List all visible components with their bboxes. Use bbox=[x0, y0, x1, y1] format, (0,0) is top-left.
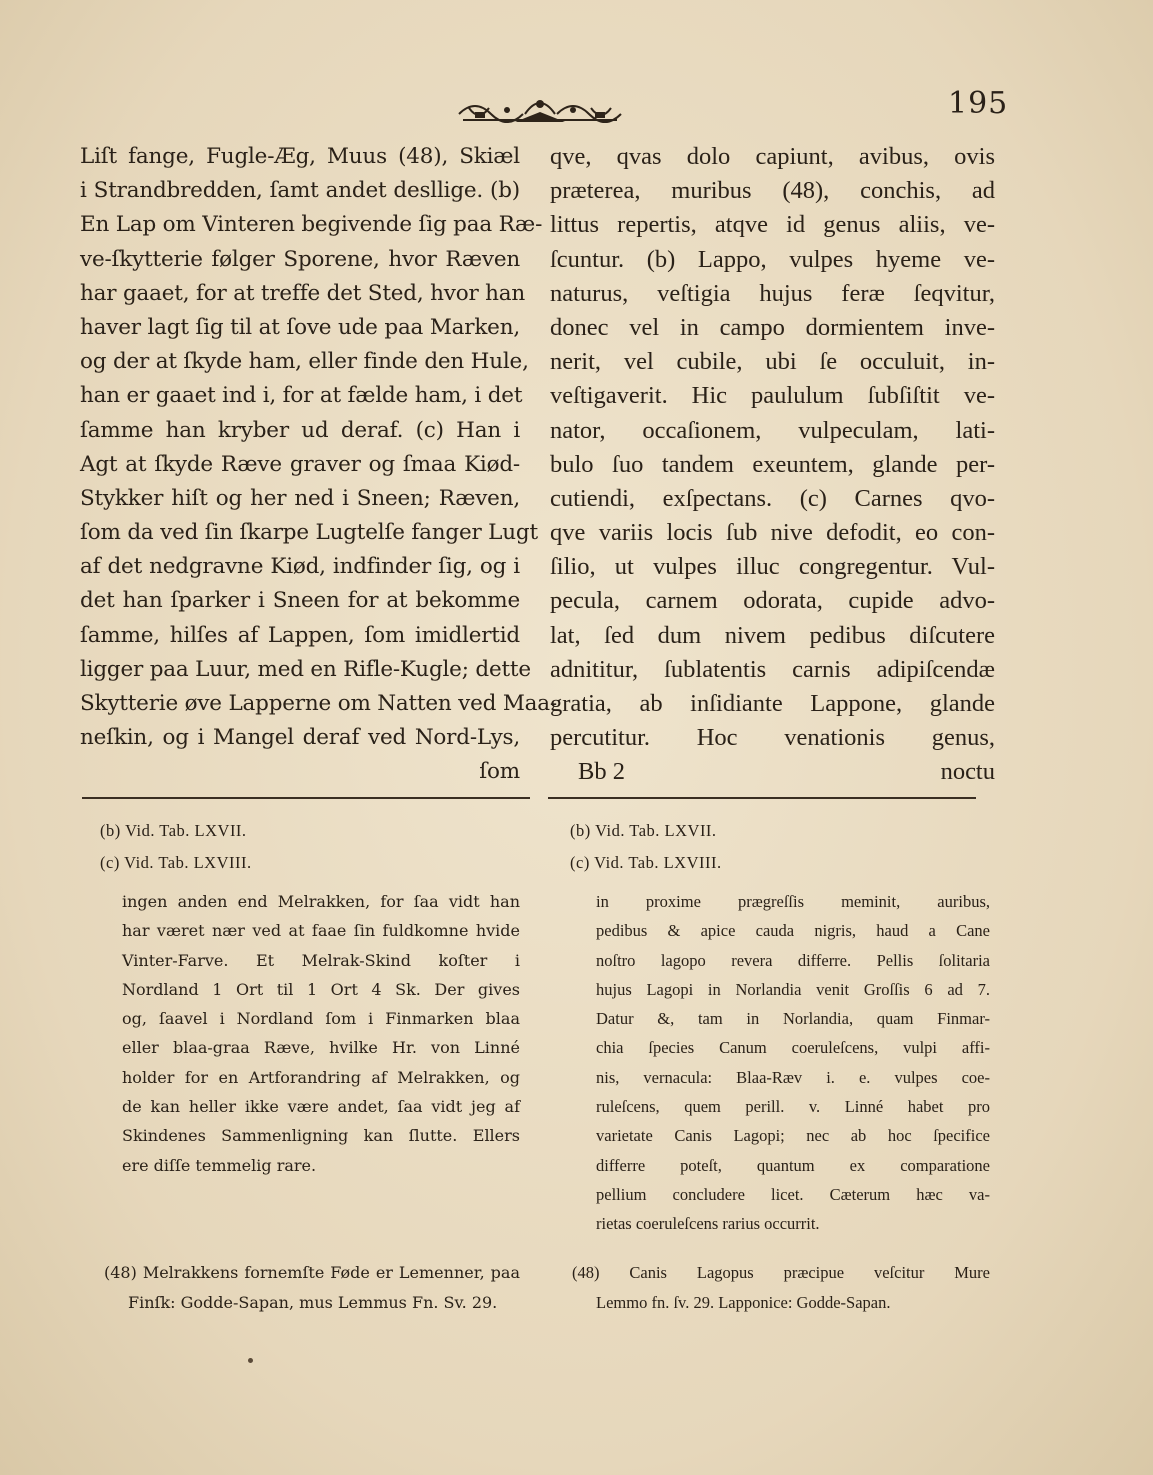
text-line: Agt at ſkyde Ræve graver og ſmaa Kiød- bbox=[80, 451, 520, 477]
footnote-line: pellium concludere licet. Cæterum hæc va- bbox=[596, 1184, 990, 1204]
main-text-danish bbox=[80, 140, 557, 790]
text-line: gratia, ab inſidiante Lappone, glande bbox=[550, 690, 995, 717]
main-text-latin bbox=[550, 140, 995, 790]
text-line: lat, ſed dum nivem pedibus diſcutere bbox=[550, 621, 995, 649]
footnote-line: noſtro lagopo revera differre. Pellis ſolitaria bbox=[596, 950, 990, 970]
text-line: han er gaaet ind i, for at fælde ham, i det bbox=[80, 383, 523, 409]
text-line: littus repertis, atqve id genus aliis, ve- bbox=[550, 211, 995, 239]
text-line: nator, occaſionem, vulpeculam, lati- bbox=[550, 416, 995, 444]
text-line: ſom da ved ſin ſkarpe Lugtelſe fanger Lugt bbox=[80, 520, 538, 546]
footnote-line: varietate Canis Lagopi; nec ab hoc ſpecifice bbox=[596, 1126, 990, 1146]
footnote-line: (48) Canis Lagopus præcipue veſcitur Mure bbox=[572, 1263, 990, 1282]
text-line: ſilio, ut vulpes illuc congregentur. Vul- bbox=[550, 553, 995, 581]
text-line: veſtigaverit. Hic paululum ſubſiſtit ve- bbox=[550, 382, 995, 410]
footnotes-danish bbox=[100, 815, 520, 1180]
text-line: nerit, vel cubile, ubi ſe occuluit, in- bbox=[550, 348, 995, 376]
text-line: præterea, muribus (48), conchis, ad bbox=[550, 177, 995, 205]
text-line: det han ſparker i Sneen for at bekomme bbox=[80, 588, 520, 614]
footnote-ref-c: (c) Vid. Tab. LXVIII. bbox=[570, 853, 722, 872]
text-line: cutiendi, exſpectans. (c) Carnes qvo- bbox=[550, 484, 995, 512]
catchword: ſom bbox=[479, 759, 520, 785]
page-number: 195 bbox=[948, 86, 1009, 121]
text-line: naturus, veſtigia hujus feræ ſeqvitur, bbox=[550, 279, 995, 307]
text-line: haver lagt ſig til at ſove ude paa Marken, bbox=[80, 314, 520, 340]
text-line: qve variis locis ſub nive defodit, eo con- bbox=[550, 519, 995, 547]
footnote-body bbox=[570, 887, 990, 1239]
text-line: Liſt fange, Fugle-Æg, Muus (48), Skiæl bbox=[80, 144, 520, 169]
text-line: og der at ſkyde ham, eller finde den Hule, bbox=[80, 349, 529, 375]
footnote-line: Lemmo fn. ſv. 29. Lapponice: Godde-Sapan. bbox=[596, 1293, 891, 1312]
footnote-ref-c: (c) Vid. Tab. LXVIII. bbox=[100, 853, 252, 872]
footnote-48-latin bbox=[572, 1258, 990, 1318]
text-line: En Lap om Vinteren begivende ſig paa Ræ- bbox=[80, 212, 543, 238]
footnotes-latin bbox=[570, 815, 990, 1239]
footnote-line: in proxime prægreſſis meminit, auribus, bbox=[596, 892, 990, 911]
text-line: af det nedgravne Kiød, indfinder ſig, og i bbox=[80, 554, 520, 580]
footnote-line: ingen anden end Melrakken, for ſaa vidt han bbox=[122, 892, 520, 911]
footnote-body bbox=[100, 887, 520, 1180]
signature-line bbox=[550, 755, 995, 789]
footnote-line: de kan heller ikke være andet, ſaa vidt jeg af bbox=[122, 1097, 520, 1117]
text-line: ligger paa Luur, med en Rifle-Kugle; dette bbox=[80, 656, 531, 682]
footnote-line: Nordland 1 Ort til 1 Ort 4 Sk. Der gives bbox=[122, 979, 520, 999]
footnote-ref-b: (b) Vid. Tab. LXVII. bbox=[570, 821, 717, 840]
text-line: neſkin, og i Mangel deraf ved Nord-Lys, bbox=[80, 725, 520, 751]
text-line: pecula, carnem odorata, cupide advo- bbox=[550, 587, 995, 615]
footnote-line: ruleſcens, quem perill. v. Linné habet pro bbox=[596, 1097, 990, 1117]
text-line: ſcuntur. (b) Lappo, vulpes hyeme ve- bbox=[550, 245, 995, 273]
text-line: i Strandbredden, ſamt andet desllige. (b) bbox=[80, 178, 520, 204]
text-line: ve-ſkytterie følger Sporene, hvor Ræven bbox=[80, 246, 520, 272]
footnote-line: pedibus & apice cauda nigris, haud a Cane bbox=[596, 921, 990, 941]
footnote-ref-b: (b) Vid. Tab. LXVII. bbox=[100, 821, 247, 840]
text-line: donec vel in campo dormientem inve- bbox=[550, 313, 995, 341]
text-line: har gaaet, for at treffe det Sted, hvor han bbox=[80, 280, 526, 306]
footnote-line: chia ſpecies Canum coeruleſcens, vulpi affi- bbox=[596, 1038, 990, 1058]
footnote-divider bbox=[548, 797, 976, 799]
ink-speck bbox=[248, 1358, 253, 1363]
footnote-line: ere diſſe temmelig rare. bbox=[122, 1155, 317, 1175]
text-line: adnititur, ſublatentis carnis adipiſcendæ bbox=[550, 655, 995, 683]
text-line: ſamme, hilſes af Lappen, ſom imidlertid bbox=[80, 622, 520, 648]
footnote-line: Finſk: Godde-Sapan, mus Lemmus Fn. Sv. 29. bbox=[128, 1293, 498, 1312]
catchword: noctu bbox=[940, 758, 995, 786]
floral-ornament-icon bbox=[455, 92, 625, 130]
footnote-line: rietas coeruleſcens rarius occurrit. bbox=[596, 1214, 820, 1234]
footnote-line: har været nær ved at faae ſin fuldkomne hvide bbox=[122, 921, 520, 941]
footnote-line: nis, vernacula: Blaa-Ræv i. e. vulpes coe- bbox=[596, 1067, 990, 1087]
footnote-line: differre poteſt, quantum ex comparatione bbox=[596, 1155, 990, 1175]
text-line: Skytterie øve Lapperne om Natten ved Maa- bbox=[80, 691, 557, 716]
text-line: percutitur. Hoc venationis genus, bbox=[550, 724, 995, 752]
signature-mark: Bb 2 bbox=[578, 758, 625, 786]
text-line: bulo ſuo tandem exeuntem, glande per- bbox=[550, 450, 995, 478]
footnote-line: holder for en Artforandring af Melrakken, og bbox=[122, 1067, 520, 1087]
text-line: ſamme han kryber ud deraf. (c) Han i bbox=[80, 417, 520, 443]
footnote-line: Datur &, tam in Norlandia, quam Finmar- bbox=[596, 1009, 990, 1029]
footnote-48-danish bbox=[104, 1258, 520, 1318]
text-line: Stykker hiſt og her ned i Sneen; Ræven, bbox=[80, 485, 520, 511]
footnote-line: Vinter-Farve. Et Melrak-Skind koſter i bbox=[122, 950, 520, 970]
footnote-divider bbox=[82, 797, 530, 799]
footnote-line: (48) Melrakkens fornemſte Føde er Lemenner, paa bbox=[104, 1263, 520, 1282]
footnote-line: og, ſaavel i Nordland ſom i Finmarken blaa bbox=[122, 1009, 520, 1029]
text-line: qve, qvas dolo capiunt, avibus, ovis bbox=[550, 143, 995, 170]
footnote-line: Skindenes Sammenligning kan ſlutte. Ellers bbox=[122, 1126, 520, 1146]
footnote-line: eller blaa-graa Ræve, hvilke Hr. von Linné bbox=[122, 1038, 520, 1058]
footnote-line: hujus Lagopi in Norlandia venit Groſſis 6 ad 7. bbox=[596, 979, 990, 999]
